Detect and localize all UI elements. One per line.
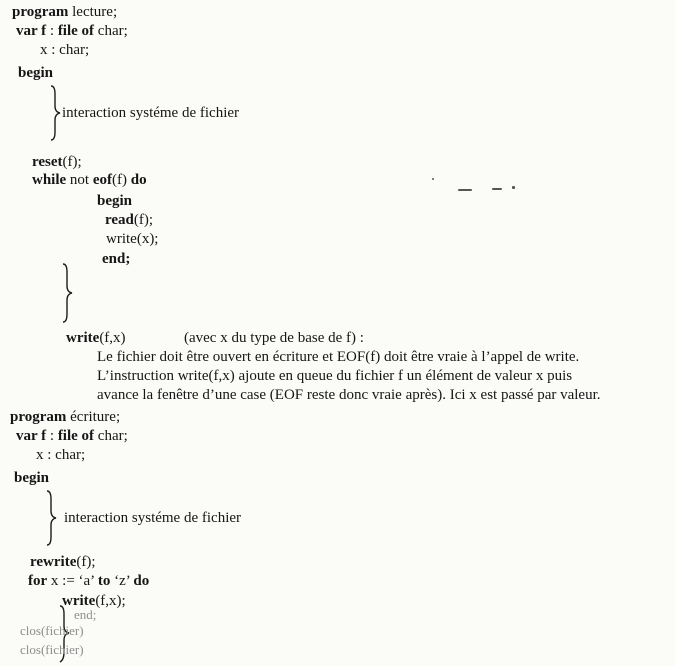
scan-speck xyxy=(492,188,502,190)
program-name: écriture; xyxy=(66,409,121,425)
for-line xyxy=(28,572,149,590)
var-declaration-line xyxy=(16,427,128,445)
begin-keyword: begin xyxy=(18,65,54,81)
var-x-line: x : char; xyxy=(36,447,86,463)
interaction-note: interaction systéme de fichier xyxy=(62,105,240,121)
var-x-line: x : char; xyxy=(40,42,90,58)
scan-speck xyxy=(432,178,434,180)
faded-close-text-2: clos(fichier) xyxy=(20,642,84,657)
file-of-keyword: file of xyxy=(57,428,95,444)
reset-keyword: reset xyxy=(32,154,63,170)
read-args: (f); xyxy=(133,212,154,228)
faded-end-text: end; xyxy=(74,607,97,622)
read-line xyxy=(105,211,153,229)
faded-close-text-1: clos(fichier) xyxy=(20,623,84,638)
begin-keyword: begin xyxy=(14,470,50,486)
to-keyword: to xyxy=(97,573,111,589)
write-x-line: write(x); xyxy=(106,231,159,247)
colon-text: : xyxy=(46,23,58,39)
do-keyword: do xyxy=(133,573,150,589)
var-keyword: var f xyxy=(16,428,47,444)
reset-line xyxy=(32,153,82,171)
rewrite-keyword: rewrite xyxy=(30,554,77,570)
eof-args: (f) xyxy=(112,172,131,188)
type-name: char; xyxy=(94,428,128,444)
program-lecture-line xyxy=(12,3,117,21)
rewrite-line xyxy=(30,553,96,571)
while-keyword: while xyxy=(32,172,67,188)
write-args: (f,x) xyxy=(99,330,126,346)
write-type-note: (avec x du type de base de f) : xyxy=(184,330,364,346)
rewrite-args: (f); xyxy=(76,554,96,570)
write-desc-p2: L’instruction write(f,x) ajoute en queue du fichier f un élément de valeur x puis xyxy=(97,368,573,384)
while-line xyxy=(32,171,147,189)
program-keyword: program xyxy=(10,409,67,425)
scan-speck xyxy=(458,189,472,191)
program-name: lecture; xyxy=(68,4,118,20)
write-desc-p3: avance la fenêtre d’une case (EOF reste donc vraie après). Ici x est passé par valeur. xyxy=(97,387,601,403)
var-keyword: var f xyxy=(16,23,47,39)
inner-end-keyword: end; xyxy=(102,251,131,267)
brace-icon xyxy=(58,262,76,324)
for-keyword: for xyxy=(28,573,48,589)
colon-text: : xyxy=(46,428,58,444)
inner-begin-keyword: begin xyxy=(97,193,133,209)
write-keyword: write xyxy=(66,330,100,346)
brace-icon xyxy=(42,489,60,547)
eof-keyword: eof xyxy=(92,172,112,188)
var-declaration-line xyxy=(16,22,128,40)
reset-args: (f); xyxy=(62,154,82,170)
type-name: char; xyxy=(94,23,128,39)
do-keyword: do xyxy=(130,172,147,188)
interaction-note: interaction systéme de fichier xyxy=(64,510,242,526)
for-range-start: x := ‘a’ xyxy=(47,573,98,589)
for-range-end: ‘z’ xyxy=(110,573,134,589)
write-desc-p1: Le fichier doit être ouvert en écriture et EOF(f) doit être vraie à l’appel de write. xyxy=(97,349,580,365)
program-keyword: program xyxy=(12,4,69,20)
write-header-line xyxy=(66,329,126,347)
scan-speck xyxy=(512,186,515,189)
while-not-text: not xyxy=(66,172,93,188)
read-keyword: read xyxy=(105,212,134,228)
write-keyword: write xyxy=(62,593,96,609)
program-ecriture-line xyxy=(10,408,120,426)
file-of-keyword: file of xyxy=(57,23,95,39)
write-args: (f,x); xyxy=(95,593,126,609)
